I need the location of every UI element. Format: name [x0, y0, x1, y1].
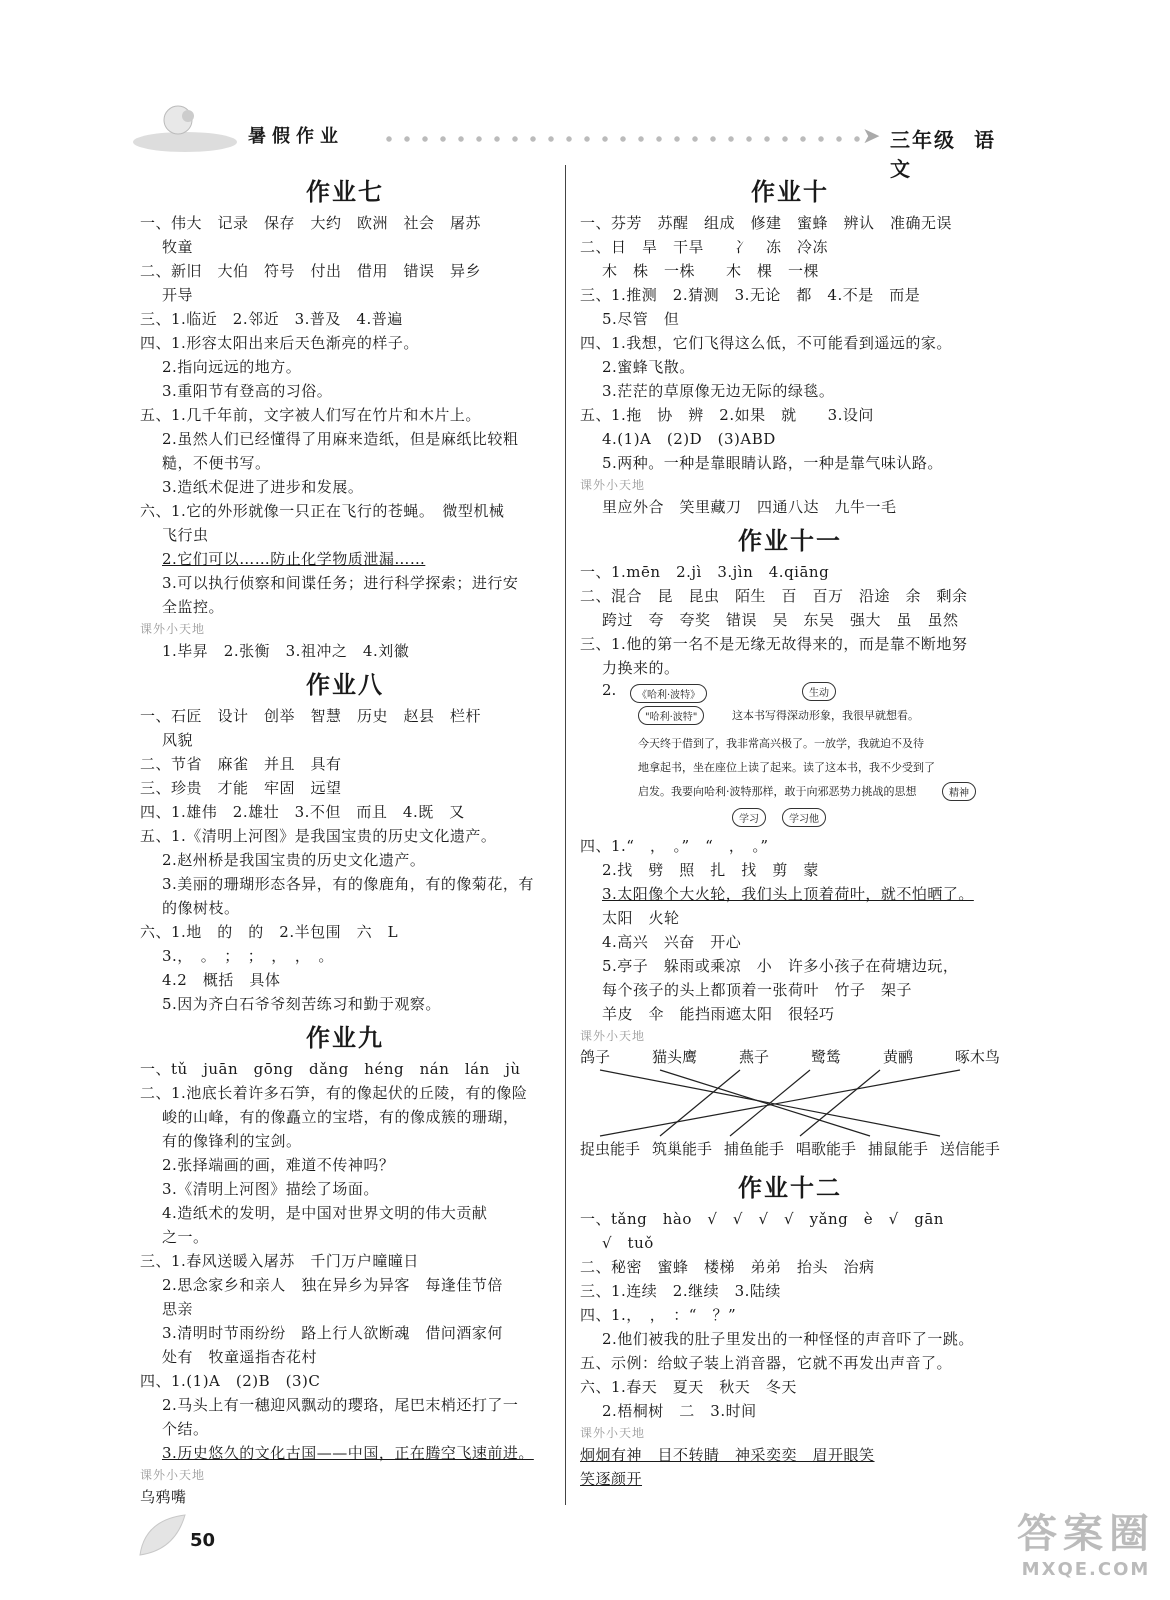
answer-line: 二、秘密 蜜蜂 楼梯 弟弟 抬头 治病 [580, 1258, 875, 1276]
page-number: 50 [190, 1530, 216, 1551]
answer-line: 5.两种。一种是靠眼睛认路，一种是靠气味认路。 [602, 454, 943, 472]
answer-line: 四、1.， ， ：“ ？” [580, 1306, 737, 1324]
section-title: 作业十一 [738, 527, 842, 555]
subheading: 课外小天地 [140, 1468, 206, 1482]
answer-line: 2.蜜蜂飞散。 [602, 358, 695, 376]
answer-line: 峻的山峰，有的像矗立的宝塔，有的像成簇的珊瑚， [162, 1108, 519, 1126]
diagram-text: 地拿起书，坐在座位上读了起来。读了这本书，我不少受到了 [638, 761, 935, 774]
answer-line: 3.可以执行侦察和间谍任务；进行科学探索；进行安 [162, 574, 519, 592]
answer-line: 之一。 [162, 1228, 209, 1246]
watermark [1017, 1502, 1155, 1580]
answer-line: 2.梧桐树 二 3.时间 [602, 1402, 757, 1420]
answer-line: 木 株 一株 木 棵 一棵 [602, 262, 820, 280]
diagram-text: 今天终于借到了，我非常高兴极了。一放学，我就迫不及待 [638, 737, 924, 750]
answer-line: 5.尽管 但 [602, 310, 680, 328]
match-bird: 鸽子 [580, 1048, 611, 1066]
diagram-bubble: 学习 [732, 808, 766, 827]
answer-line: 3.茫茫的草原像无边无际的绿毯。 [602, 382, 835, 400]
match-bird: 鹭鸶 [810, 1048, 841, 1066]
match-skill: 捕鼠能手 [867, 1140, 928, 1158]
section-title: 作业十二 [738, 1174, 842, 1202]
match-bottom-row [580, 1138, 1000, 1159]
answer-line: 三、1.连续 2.继续 3.陆续 [580, 1282, 781, 1300]
match-bird: 黄鹂 [882, 1048, 913, 1066]
answer-line: 3.美丽的珊瑚形态各异，有的像鹿角，有的像菊花，有 [162, 875, 534, 893]
diagram-bubble: "哈利·波特" [638, 706, 704, 725]
answer-line: 六、1.春天 夏天 秋天 冬天 [580, 1378, 797, 1396]
answer-line: 二、日 旱 干旱 冫 冻 冷冻 [580, 238, 829, 256]
match-bird: 啄木鸟 [954, 1048, 1000, 1066]
right-column [580, 170, 1000, 1491]
answer-line: 2.找 劈 照 扎 找 剪 蒙 [602, 861, 819, 879]
answer-line: 三、1.推测 2.猜测 3.无论 都 4.不是 而是 [580, 286, 921, 304]
answer-line: 每个孩子的头上都顶着一张荷叶 竹子 架子 [602, 981, 913, 999]
diagram-number: 2. [602, 681, 617, 699]
answer-line: √ tuǒ [602, 1234, 654, 1252]
answer-line: 五、1.《清明上河图》是我国宝贵的历史文化遗产。 [140, 827, 497, 845]
answer-line: 二、混合 昆 昆虫 陌生 百 百万 沿途 余 剩余 [580, 587, 968, 605]
matching-exercise [580, 1046, 1000, 1166]
answer-line: 六、1.它的外形就像一只正在飞行的苍蝇。 微型机械 [140, 502, 505, 520]
header-dots [380, 136, 860, 142]
answer-line: 一、伟大 记录 保存 大约 欧洲 社会 屠苏 [140, 214, 482, 232]
answer-line: 四、1.“ ， 。” “ ， 。” [580, 837, 769, 855]
answer-line: 二、新旧 大伯 符号 付出 借用 错误 异乡 [140, 262, 482, 280]
match-bird: 猫头鹰 [651, 1048, 697, 1066]
watermark-url: MXQE.COM [1021, 1559, 1151, 1580]
answer-line: 4.2 概括 具体 [162, 971, 281, 989]
match-bird: 燕子 [738, 1048, 769, 1066]
diagram-bubble: 学习他 [782, 808, 826, 827]
answer-line: 飞行虫 [162, 526, 209, 544]
match-skill: 捕鱼能手 [723, 1140, 784, 1158]
answer-line: 一、tǎng hào √ √ √ √ yǎng è √ gān [580, 1210, 944, 1228]
section-title: 作业十 [751, 178, 829, 206]
answer-line: 2.张择端画的画，难道不传神吗？ [162, 1156, 395, 1174]
answer-line: 3.《清明上河图》描绘了场面。 [162, 1180, 379, 1198]
diagram-bubble: 《哈利·波特》 [630, 684, 707, 703]
answer-line: 一、芬芳 苏醒 组成 修建 蜜蜂 辨认 准确无误 [580, 214, 953, 232]
answer-line: 一、tǔ juān gōng dǎng héng nán lán jù [140, 1060, 521, 1078]
page-header [130, 100, 1000, 181]
answer-line: 三、1.春风送暖入屠苏 千门万户曈曈日 [140, 1252, 419, 1270]
answer-line: 3.历史悠久的文化古国——中国，正在腾空飞速前进。 [162, 1444, 534, 1462]
answer-line: 炯炯有神 目不转睛 神采奕奕 眉开眼笑 [580, 1446, 875, 1464]
leaf-decoration-icon [135, 1510, 190, 1560]
match-skill: 唱歌能手 [795, 1140, 856, 1158]
match-skill: 送信能手 [939, 1140, 1000, 1158]
header-title: 暑假作业 [248, 126, 344, 147]
answer-line: 3.太阳像个大火轮，我们头上顶着荷叶，就不怕晒了。 [602, 885, 974, 903]
section-title: 作业七 [306, 178, 384, 206]
answer-line: 1.毕昇 2.张衡 3.祖冲之 4.刘徽 [162, 642, 410, 660]
answer-line: 处有 牧童遥指杏花村 [162, 1348, 318, 1366]
answer-line: 5.亭子 躲雨或乘凉 小 许多小孩子在荷塘边玩， [602, 957, 959, 975]
answer-line: 一、1.mēn 2.jì 3.jìn 4.qiāng [580, 563, 830, 581]
answer-line: 四、1.我想，它们飞得这么低，不可能看到遥远的家。 [580, 334, 952, 352]
answer-line: 开导 [162, 286, 194, 304]
answer-line: 羊皮 伞 能挡雨遮太阳 很轻巧 [602, 1005, 835, 1023]
answer-line: 5.因为齐白石爷爷刻苦练习和勤于观察。 [162, 995, 441, 1013]
answer-line: 2.它们可以……防止化学物质泄漏…… [162, 550, 426, 568]
answer-line: 思亲 [162, 1300, 194, 1318]
answer-line: 四、1.形容太阳出来后天色渐亮的样子。 [140, 334, 419, 352]
answer-line: 四、1.(1)A (2)B (3)C [140, 1372, 321, 1390]
answer-line: 二、节省 麻雀 并且 具有 [140, 755, 342, 773]
diagram-bubble: 精神 [942, 782, 976, 801]
diagram-text: 这本书写得深动形象，我很早就想看。 [732, 709, 919, 722]
answer-line: 二、1.池底长着许多石笋，有的像起伏的丘陵，有的像险 [140, 1084, 528, 1102]
answer-line: 五、1.几千年前，文字被人们写在竹片和木片上。 [140, 406, 481, 424]
subheading: 课外小天地 [140, 622, 206, 636]
answer-line: 牧童 [162, 238, 194, 256]
answer-line: 2.马头上有一穗迎风飘动的璎珞，尾巴末梢还打了一 [162, 1396, 519, 1414]
answer-line: 四、1.雄伟 2.雄壮 3.不但 而且 4.既 又 [140, 803, 465, 821]
answer-line: 太阳 火轮 [602, 909, 680, 927]
answer-line: 糙，不便书写。 [162, 454, 271, 472]
left-column [140, 170, 550, 1509]
answer-line: 4.(1)A (2)D (3)ABD [602, 430, 776, 448]
answer-line: 2.虽然人们已经懂得了用麻来造纸，但是麻纸比较粗 [162, 430, 519, 448]
match-skill: 筑巢能手 [651, 1140, 712, 1158]
answer-line: 跨过 夸 夸奖 错误 吴 东吴 强大 虽 虽然 [602, 611, 959, 629]
subheading: 课外小天地 [580, 1426, 646, 1440]
answer-line: 五、示例：给蚊子装上消音器，它就不再发出声音了。 [580, 1354, 953, 1372]
answer-line: 3.， 。 ； ； ， ， 。 [162, 947, 334, 965]
diagram-bubble: 生动 [802, 682, 836, 701]
answer-line: 乌鸦嘴 [140, 1488, 187, 1506]
header-grade: 三年级 语文 [890, 128, 996, 181]
answer-line: 2.指向远远的地方。 [162, 358, 302, 376]
answer-line: 五、1.拖 协 辨 2.如果 就 3.设问 [580, 406, 874, 424]
correction-diagram [602, 682, 1000, 830]
answer-line: 三、珍贵 才能 牢固 远望 [140, 779, 342, 797]
answer-line: 三、1.临近 2.邻近 3.普及 4.普遍 [140, 310, 403, 328]
section-title: 作业八 [306, 671, 384, 699]
answer-line: 有的像锋利的宝剑。 [162, 1132, 302, 1150]
subheading: 课外小天地 [580, 1029, 646, 1043]
match-skill: 捉虫能手 [580, 1140, 641, 1158]
answer-line: 3.造纸术促进了进步和发展。 [162, 478, 364, 496]
arrow-right-icon: ➤ [862, 124, 881, 149]
diagram-text: 启发。我要向哈利·波特那样，敢于向邪恶势力挑战的思想 [638, 785, 917, 798]
answer-line: 全监控。 [162, 598, 225, 616]
answer-line: 的像树枝。 [162, 899, 240, 917]
section-title: 作业九 [306, 1024, 384, 1052]
answer-line: 3.重阳节有登高的习俗。 [162, 382, 333, 400]
answer-line: 一、石匠 设计 创举 智慧 历史 赵县 栏杆 [140, 707, 482, 725]
answer-line: 里应外合 笑里藏刀 四通八达 九牛一毛 [602, 498, 897, 516]
answer-line: 4.造纸术的发明，是中国对世界文明的伟大贡献 [162, 1204, 488, 1222]
answer-line: 2.他们被我的肚子里发出的一种怪怪的声音吓了一跳。 [602, 1330, 974, 1348]
answer-line: 力换来的。 [602, 659, 680, 677]
answer-line: 六、1.地 的 的 2.半包围 六 L [140, 923, 399, 941]
answer-line: 个结。 [162, 1420, 209, 1438]
answer-line: 2.赵州桥是我国宝贵的历史文化遗产。 [162, 851, 426, 869]
answer-line: 三、1.他的第一名不是无缘无故得来的，而是靠不断地努 [580, 635, 968, 653]
subheading: 课外小天地 [580, 478, 646, 492]
answer-line: 3.清明时节雨纷纷 路上行人欲断魂 借问酒家何 [162, 1324, 503, 1342]
answer-line: 风貌 [162, 731, 194, 749]
answer-line: 2.思念家乡和亲人 独在异乡为异客 每逢佳节倍 [162, 1276, 503, 1294]
answer-line: 4.高兴 兴奋 开心 [602, 933, 742, 951]
answer-line: 笑逐颜开 [580, 1470, 643, 1488]
watermark-text: 答案圈 [1017, 1511, 1155, 1557]
column-divider [565, 165, 566, 1505]
book-logo-icon [130, 100, 240, 155]
